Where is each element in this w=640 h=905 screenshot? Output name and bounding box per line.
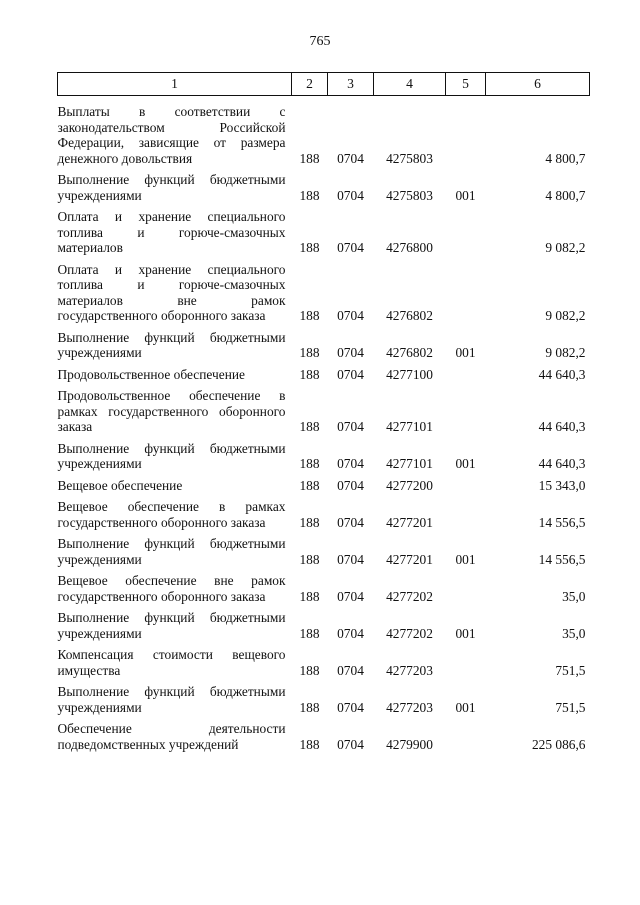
row-col-3: 0704 — [337, 240, 364, 255]
row-name: Выполнение функций бюджетными учреждениями — [57, 172, 286, 203]
header-col-6: 6 — [486, 73, 590, 96]
row-amount: 9 082,2 — [545, 308, 586, 323]
row-col-2: 188 — [299, 419, 320, 434]
table-row — [58, 367, 590, 389]
table-row — [58, 647, 590, 684]
row-amount: 9 082,2 — [545, 240, 586, 255]
row-col-3: 0704 — [337, 456, 364, 471]
row-col-3: 0704 — [337, 625, 364, 641]
row-amount: 4 800,7 — [545, 150, 586, 166]
row-col-3: 0704 — [337, 345, 364, 360]
row-amount: 14 556,5 — [538, 551, 586, 567]
row-col-2: 188 — [299, 514, 320, 530]
row-col-5 — [446, 647, 486, 684]
row-col-4: 4277201 — [386, 551, 433, 567]
row-amount: 44 640,3 — [538, 456, 586, 471]
row-col-4: 4277101 — [386, 419, 433, 434]
row-col-2: 188 — [299, 150, 320, 166]
row-col-2: 188 — [299, 699, 320, 715]
row-name: Оплата и хранение специального топлива и горюче-смазочных материалов вне рамок государственного оборонного заказа — [57, 261, 286, 323]
table-row — [58, 388, 590, 441]
row-col-3: 0704 — [337, 187, 364, 203]
header-col-1: 1 — [58, 73, 292, 96]
row-col-5 — [446, 721, 486, 758]
row-amount: 44 640,3 — [538, 419, 586, 434]
table-row — [58, 721, 590, 758]
row-col-4: 4277100 — [386, 366, 433, 382]
header-row — [58, 73, 590, 96]
row-col-2: 188 — [299, 736, 320, 752]
row-name: Продовольственное обеспечение — [57, 366, 245, 382]
row-col-5 — [446, 367, 486, 389]
row-col-4: 4276802 — [386, 345, 433, 360]
row-col-2: 188 — [299, 662, 320, 678]
row-col-2: 188 — [299, 345, 320, 360]
row-col-5 — [446, 96, 486, 173]
row-col-2: 188 — [299, 477, 320, 493]
table-row — [58, 96, 590, 173]
header-col-4: 4 — [374, 73, 446, 96]
row-col-2: 188 — [299, 456, 320, 471]
row-name: Выполнение функций бюджетными учреждениями — [57, 440, 286, 471]
table-row — [58, 536, 590, 573]
row-col-5: 001 — [455, 187, 476, 203]
row-col-2: 188 — [299, 551, 320, 567]
row-col-2: 188 — [299, 240, 320, 255]
row-amount: 44 640,3 — [538, 366, 586, 382]
row-name: Оплата и хранение специального топлива и горюче-смазочных материалов — [57, 209, 286, 255]
row-col-4: 4277200 — [386, 477, 433, 493]
header-col-2: 2 — [292, 73, 328, 96]
row-col-4: 4277202 — [386, 588, 433, 604]
row-col-2: 188 — [299, 588, 320, 604]
row-col-4: 4277101 — [386, 456, 433, 471]
row-name: Обеспечение деятельности подведомственных учреждений — [57, 721, 286, 752]
row-col-4: 4275803 — [386, 150, 433, 166]
table-body — [58, 96, 590, 759]
row-col-3: 0704 — [337, 514, 364, 530]
row-col-3: 0704 — [337, 308, 364, 323]
row-name: Продовольственное обеспечение в рамках государственного оборонного заказа — [57, 388, 286, 434]
row-col-4: 4276800 — [386, 240, 433, 255]
row-col-3: 0704 — [337, 366, 364, 382]
row-amount: 35,0 — [562, 625, 586, 641]
row-col-2: 188 — [299, 187, 320, 203]
table-row — [58, 610, 590, 647]
table-row — [58, 441, 590, 478]
table-row — [58, 478, 590, 500]
row-col-3: 0704 — [337, 699, 364, 715]
row-col-3: 0704 — [337, 419, 364, 434]
row-col-4: 4277202 — [386, 625, 433, 641]
row-col-2: 188 — [299, 308, 320, 323]
row-col-5 — [446, 388, 486, 441]
page-number: 765 — [309, 34, 331, 49]
row-col-5 — [446, 573, 486, 610]
row-amount: 751,5 — [555, 662, 586, 678]
row-name: Вещевое обеспечение в рамках государственного оборонного заказа — [57, 499, 286, 530]
row-amount: 35,0 — [562, 588, 586, 604]
row-col-5 — [446, 478, 486, 500]
row-name: Выплаты в соответствии с законодательством Российской Федерации, зависящие от размера денежного довольствия — [57, 104, 286, 166]
row-col-3: 0704 — [337, 477, 364, 493]
row-name: Компенсация стоимости вещевого имущества — [57, 647, 286, 678]
row-name: Выполнение функций бюджетными учреждениями — [57, 536, 286, 567]
table-row — [58, 330, 590, 367]
table-row — [58, 172, 590, 209]
row-col-5: 001 — [455, 625, 476, 641]
table-header — [58, 73, 590, 96]
row-col-5: 001 — [455, 456, 476, 471]
row-col-4: 4276802 — [386, 308, 433, 323]
header-col-3: 3 — [328, 73, 374, 96]
row-col-4: 4277203 — [386, 662, 433, 678]
header-col-5: 5 — [446, 73, 486, 96]
row-col-4: 4277201 — [386, 514, 433, 530]
row-amount: 14 556,5 — [538, 514, 586, 530]
row-col-4: 4277203 — [386, 699, 433, 715]
row-col-5 — [446, 499, 486, 536]
row-col-4: 4279900 — [386, 736, 433, 752]
row-col-3: 0704 — [337, 736, 364, 752]
row-name: Выполнение функций бюджетными учреждениями — [57, 684, 286, 715]
row-amount: 751,5 — [555, 699, 586, 715]
row-name: Выполнение функций бюджетными учреждениями — [57, 329, 286, 360]
row-name: Вещевое обеспечение вне рамок государственного оборонного заказа — [57, 573, 286, 604]
row-amount: 225 086,6 — [531, 736, 586, 752]
table-row — [58, 209, 590, 262]
row-col-2: 188 — [299, 625, 320, 641]
row-col-3: 0704 — [337, 551, 364, 567]
row-amount: 4 800,7 — [545, 187, 586, 203]
table-row — [58, 684, 590, 721]
row-col-5: 001 — [455, 345, 476, 360]
row-col-5: 001 — [455, 551, 476, 567]
row-col-3: 0704 — [337, 588, 364, 604]
row-amount: 15 343,0 — [538, 477, 586, 493]
row-amount: 9 082,2 — [545, 345, 586, 360]
table-row — [58, 262, 590, 330]
row-name: Выполнение функций бюджетными учреждениями — [57, 610, 286, 641]
row-col-3: 0704 — [337, 662, 364, 678]
row-col-2: 188 — [299, 366, 320, 382]
row-col-5 — [446, 209, 486, 262]
row-col-3: 0704 — [337, 150, 364, 166]
table-row — [58, 499, 590, 536]
budget-table — [57, 72, 590, 758]
table-row — [58, 573, 590, 610]
row-col-5: 001 — [455, 699, 476, 715]
row-name: Вещевое обеспечение — [57, 477, 183, 493]
row-col-5 — [446, 262, 486, 330]
row-col-4: 4275803 — [386, 187, 433, 203]
